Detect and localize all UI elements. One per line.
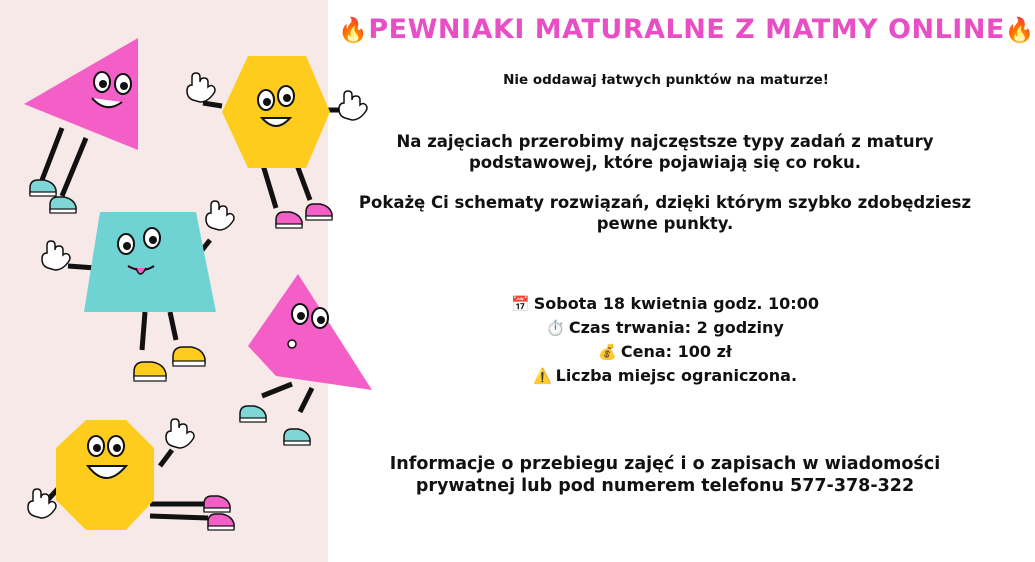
subtitle: Nie oddawaj łatwych punktów na maturze! — [503, 72, 829, 88]
pink-triangle-character — [24, 38, 138, 213]
calendar-icon: 📅 — [511, 295, 530, 313]
page-title — [338, 14, 1035, 45]
fire-icon: 🔥 — [1004, 16, 1035, 44]
detail-price — [345, 340, 985, 364]
description-paragraph: Na zajęciach przerobimy najczęstsze typy zadań z matury podstawowej, które pojawiają się co roku. — [396, 132, 934, 172]
cartoon-shapes-illustration — [0, 0, 328, 562]
yellow-octagon-character — [28, 419, 234, 530]
title-text: PEWNIAKI MATURALNE Z MATMY ONLINE — [368, 14, 1005, 45]
detail-text: Czas trwania: 2 godziny — [568, 318, 784, 337]
fire-icon: 🔥 — [338, 16, 369, 44]
detail-text: Sobota 18 kwietnia godz. 10:00 — [533, 294, 819, 313]
stopwatch-icon: ⏱️ — [546, 319, 565, 337]
event-details — [345, 292, 985, 388]
detail-date — [345, 292, 985, 316]
detail-text: Cena: 100 zł — [620, 342, 732, 361]
teal-trapezoid-character — [42, 201, 234, 381]
money-bag-icon: 💰 — [598, 343, 617, 361]
description-paragraph: Pokażę Ci schematy rozwiązań, dzięki którym szybko zdobędziesz pewne punkty. — [358, 193, 972, 233]
detail-text: Liczba miejsc ograniczona. — [555, 366, 798, 385]
detail-duration — [345, 316, 985, 340]
detail-limited-seats — [345, 364, 985, 388]
contact-info: Informacje o przebiegu zajęć i o zapisach w wiadomości prywatnej lub pod numerem telefonu 577-378-322 — [389, 454, 941, 496]
warning-icon: ⚠️ — [532, 367, 552, 385]
